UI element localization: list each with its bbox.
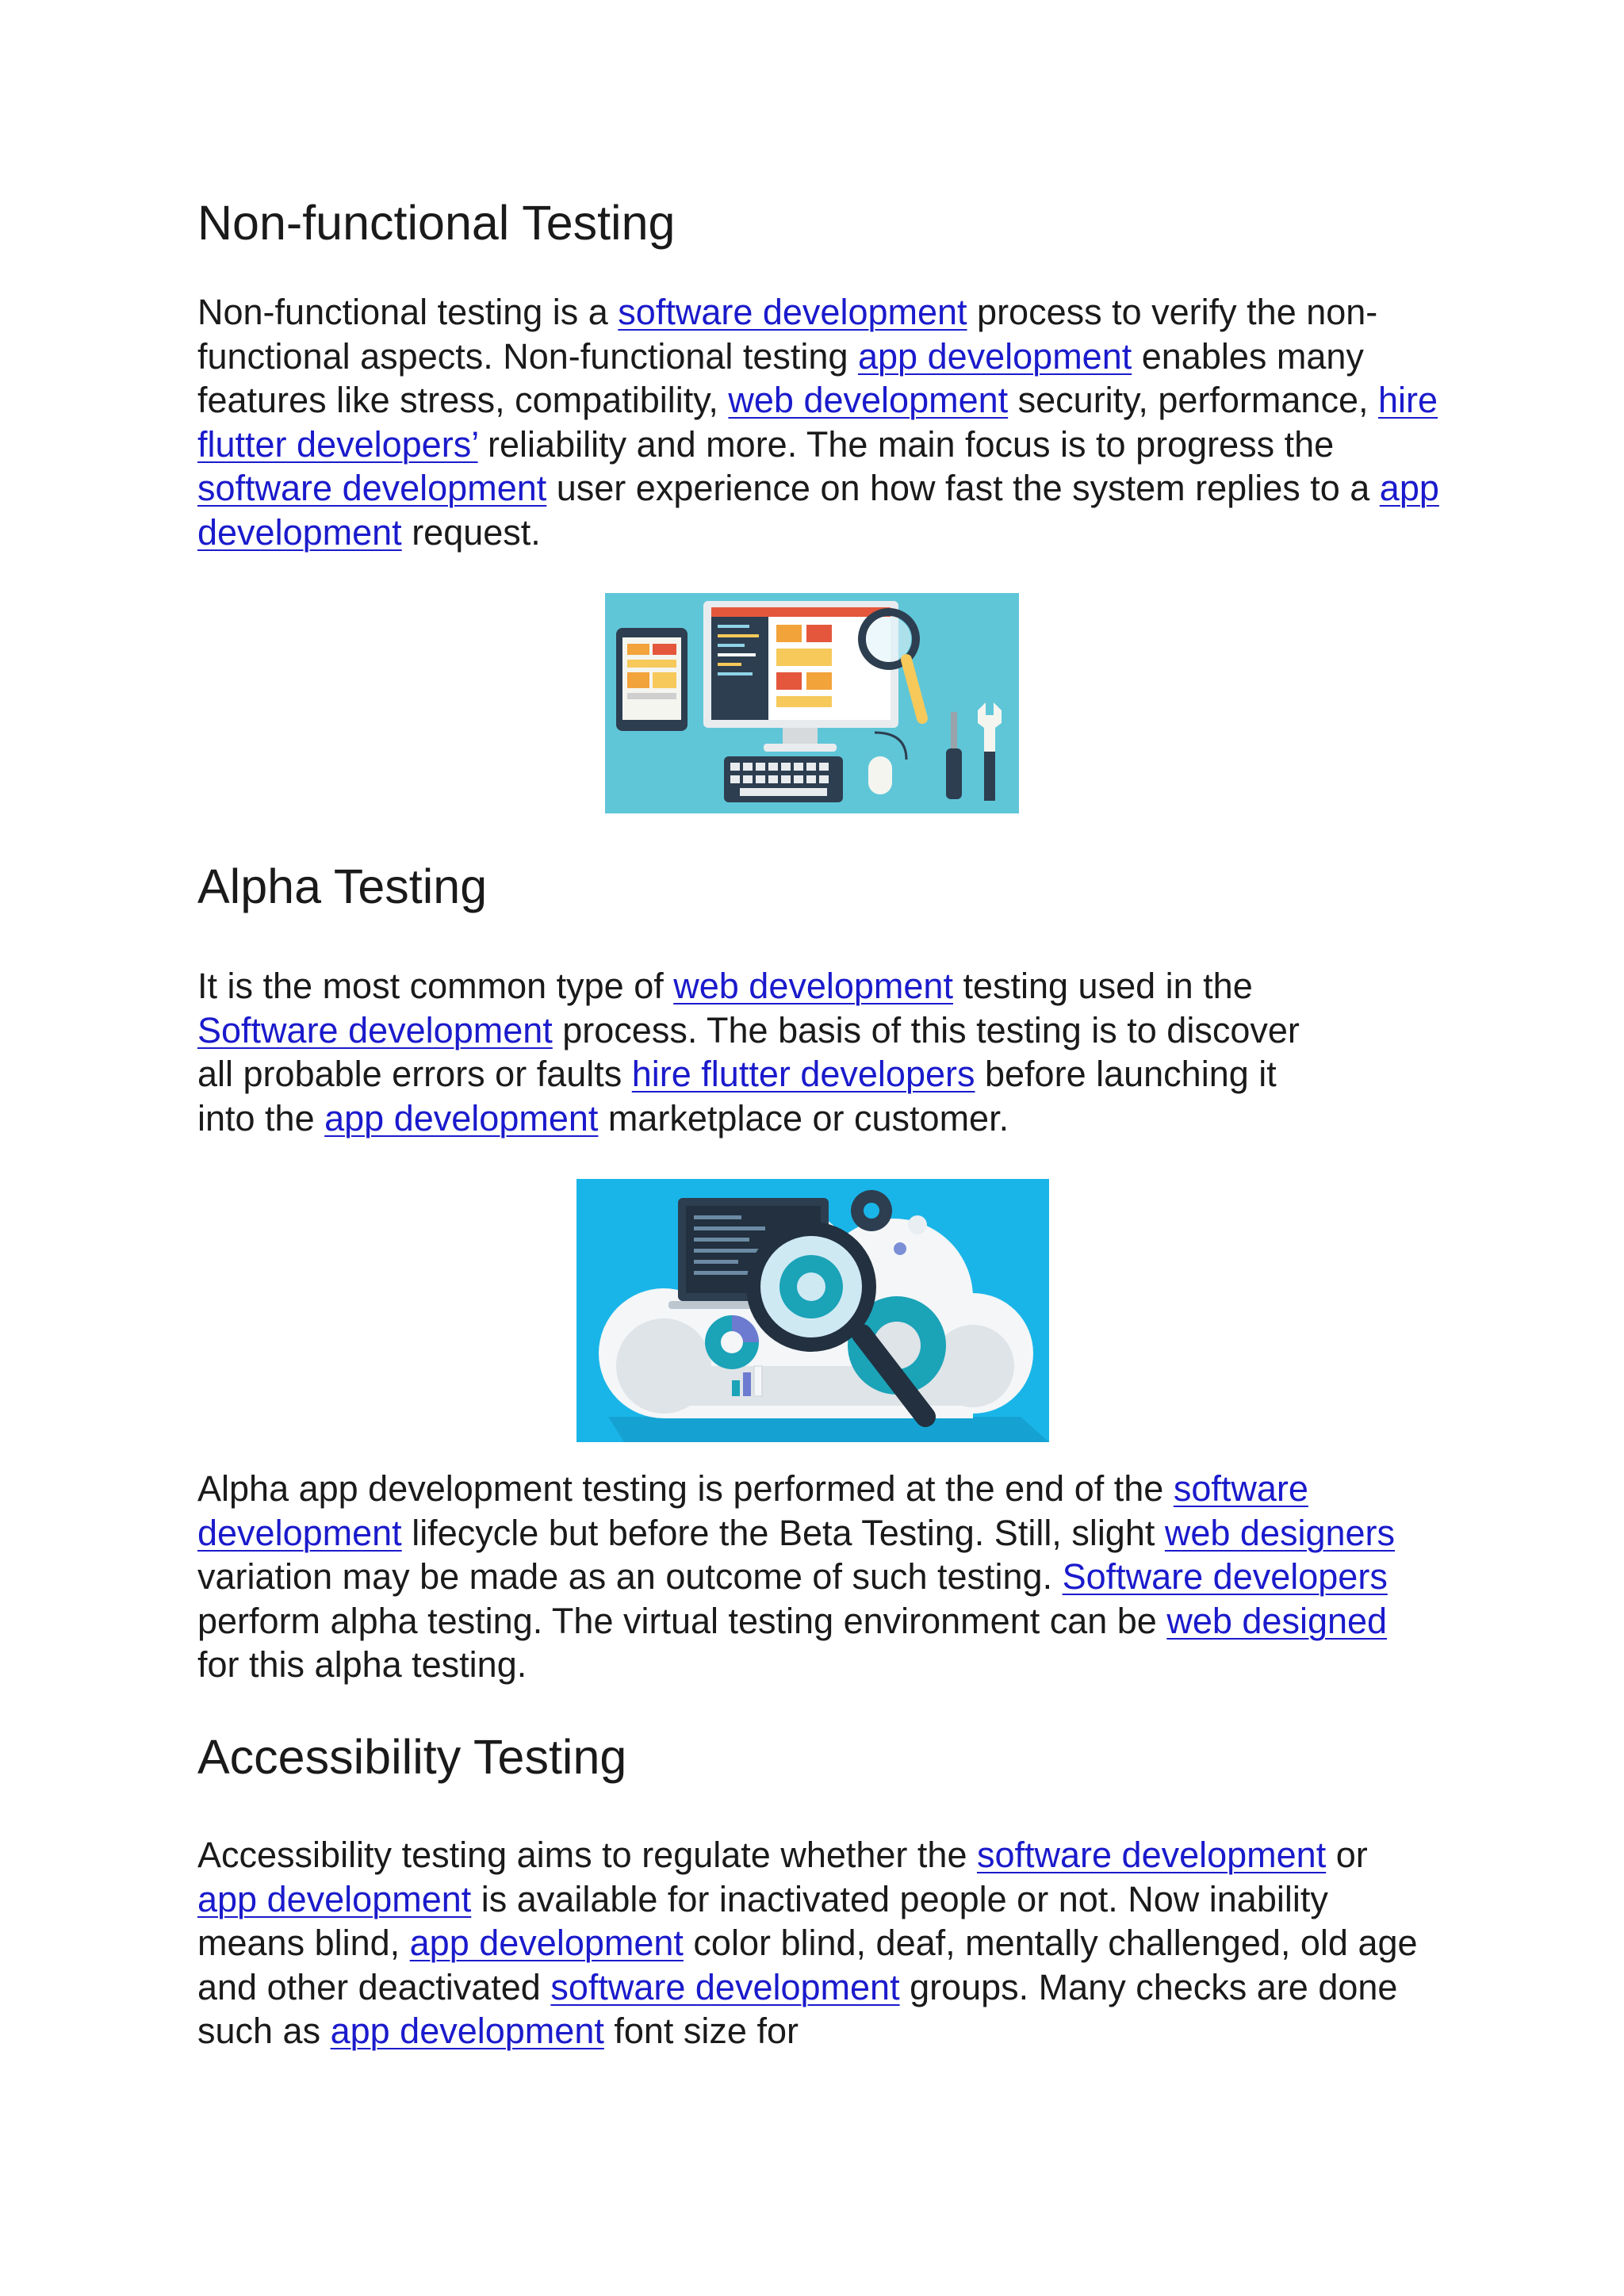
link-web-development[interactable]: web development xyxy=(673,966,953,1006)
link-software-development[interactable]: software development xyxy=(197,468,547,508)
link-app-development[interactable]: app development xyxy=(324,1097,599,1138)
text: Alpha app development testing is performed at the end of the xyxy=(197,1468,1174,1509)
text: marketplace or customer. xyxy=(598,1097,1009,1138)
heading-accessibility-testing: Accessibility Testing xyxy=(197,1730,627,1784)
paragraph-alpha-2 xyxy=(197,1467,1403,1687)
link-app-development[interactable]: app development xyxy=(197,468,1439,553)
text: Non-functional testing is a xyxy=(197,292,619,332)
text: variation may be made as an outcome of such testing. xyxy=(197,1556,1063,1597)
link-software-development[interactable]: software development xyxy=(618,292,967,332)
link-software-development[interactable]: software development xyxy=(976,1835,1327,1875)
text: perform alpha testing. The virtual testing environment can be xyxy=(197,1600,1167,1641)
text: It is the most common type of xyxy=(197,966,674,1006)
text: color blind, deaf, mentally challenged, old age and other deactivated xyxy=(197,1923,1418,2007)
paragraph-accessibility xyxy=(197,1833,1419,2053)
text: enables many features like stress, compatibility, xyxy=(197,335,1364,420)
text: Accessibility testing aims to regulate whether the xyxy=(197,1835,977,1875)
text: user experience on how fast the system replies to a xyxy=(546,468,1380,508)
paragraph-alpha-1 xyxy=(197,964,1339,1140)
text: for this alpha testing. xyxy=(197,1644,527,1685)
link-app-development[interactable]: app development xyxy=(197,1878,472,1919)
text: security, performance, xyxy=(1008,380,1378,420)
link-web-designed[interactable]: web designed xyxy=(1166,1600,1388,1641)
text: testing used in the xyxy=(952,966,1253,1006)
link-web-development[interactable]: web development xyxy=(728,380,1009,420)
link-web-designers[interactable]: web designers xyxy=(1164,1512,1396,1553)
text: process to verify the non-functional aspects. Non-functional testing xyxy=(197,292,1378,377)
text: font size for xyxy=(603,2011,799,2051)
cloud-magnifier-illustration xyxy=(576,1179,1049,1442)
link-app-development[interactable]: app development xyxy=(409,1923,684,1963)
link-app-development[interactable]: app development xyxy=(330,2011,604,2051)
link-software-development[interactable]: Software development xyxy=(197,1009,553,1050)
text: before launching it into the xyxy=(197,1054,1277,1138)
text: reliability and more. The main focus is to progress the xyxy=(477,423,1335,465)
paragraph-non-functional xyxy=(197,290,1450,554)
text: request. xyxy=(401,511,541,553)
heading-alpha-testing: Alpha Testing xyxy=(197,859,488,913)
computer-testing-illustration xyxy=(605,593,1019,813)
text: groups. Many checks are done such as xyxy=(197,1966,1398,2051)
heading-non-functional-testing: Non-functional Testing xyxy=(197,196,676,250)
link-app-development[interactable]: app development xyxy=(857,335,1132,377)
link-software-developers[interactable]: Software developers xyxy=(1062,1556,1388,1597)
text: is available for inactivated people or not. Now inability means blind, xyxy=(197,1878,1328,1963)
text: process. The basis of this testing is to discover all probable errors or faults xyxy=(197,1009,1300,1094)
text: lifecycle but before the Beta Testing. Still, slight xyxy=(401,1512,1165,1553)
link-hire-flutter-developers[interactable]: hire flutter developers xyxy=(631,1054,975,1094)
link-software-development[interactable]: software development xyxy=(550,1966,900,2007)
link-software-development[interactable]: software development xyxy=(197,1468,1308,1553)
link-hire-flutter-developers[interactable]: hire flutter developers’ xyxy=(197,380,1438,465)
text: or xyxy=(1326,1835,1368,1875)
